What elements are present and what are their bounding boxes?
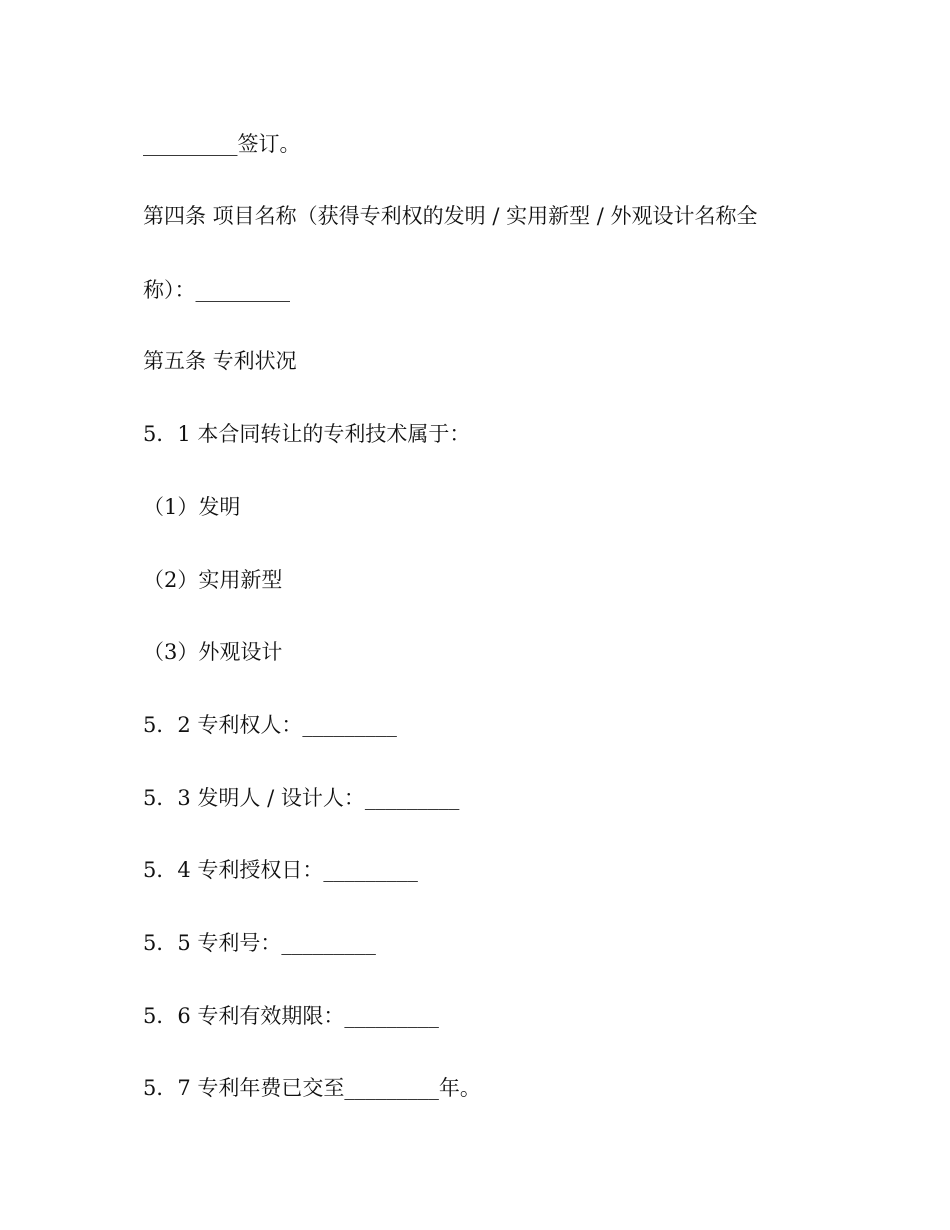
text-line-option-3: （3）外观设计 xyxy=(143,640,283,664)
text-line-option-1: （1）发明 xyxy=(143,495,241,519)
text-line-5-5: 5．5 专利号：_________ xyxy=(143,931,376,955)
text-line-5-4: 5．4 专利授权日：_________ xyxy=(143,858,418,882)
text-line-5-1: 5．1 本合同转让的专利技术属于： xyxy=(143,422,471,446)
text-line-article-4-cont: 称）：_________ xyxy=(143,278,290,302)
text-line-article-5: 第五条 专利状况 xyxy=(143,349,297,373)
text-line-option-2: （2）实用新型 xyxy=(143,568,283,592)
text-line-5-3: 5．3 发明人 / 设计人：_________ xyxy=(143,786,460,810)
text-line-5-7: 5．7 专利年费已交至_________年。 xyxy=(143,1076,481,1100)
text-line-signed: _________签订。 xyxy=(143,132,301,156)
text-line-5-6: 5．6 专利有效期限：_________ xyxy=(143,1004,439,1028)
text-line-5-2: 5．2 专利权人：_________ xyxy=(143,713,397,737)
text-line-article-4: 第四条 项目名称（获得专利权的发明 / 实用新型 / 外观设计名称全 xyxy=(143,204,758,228)
